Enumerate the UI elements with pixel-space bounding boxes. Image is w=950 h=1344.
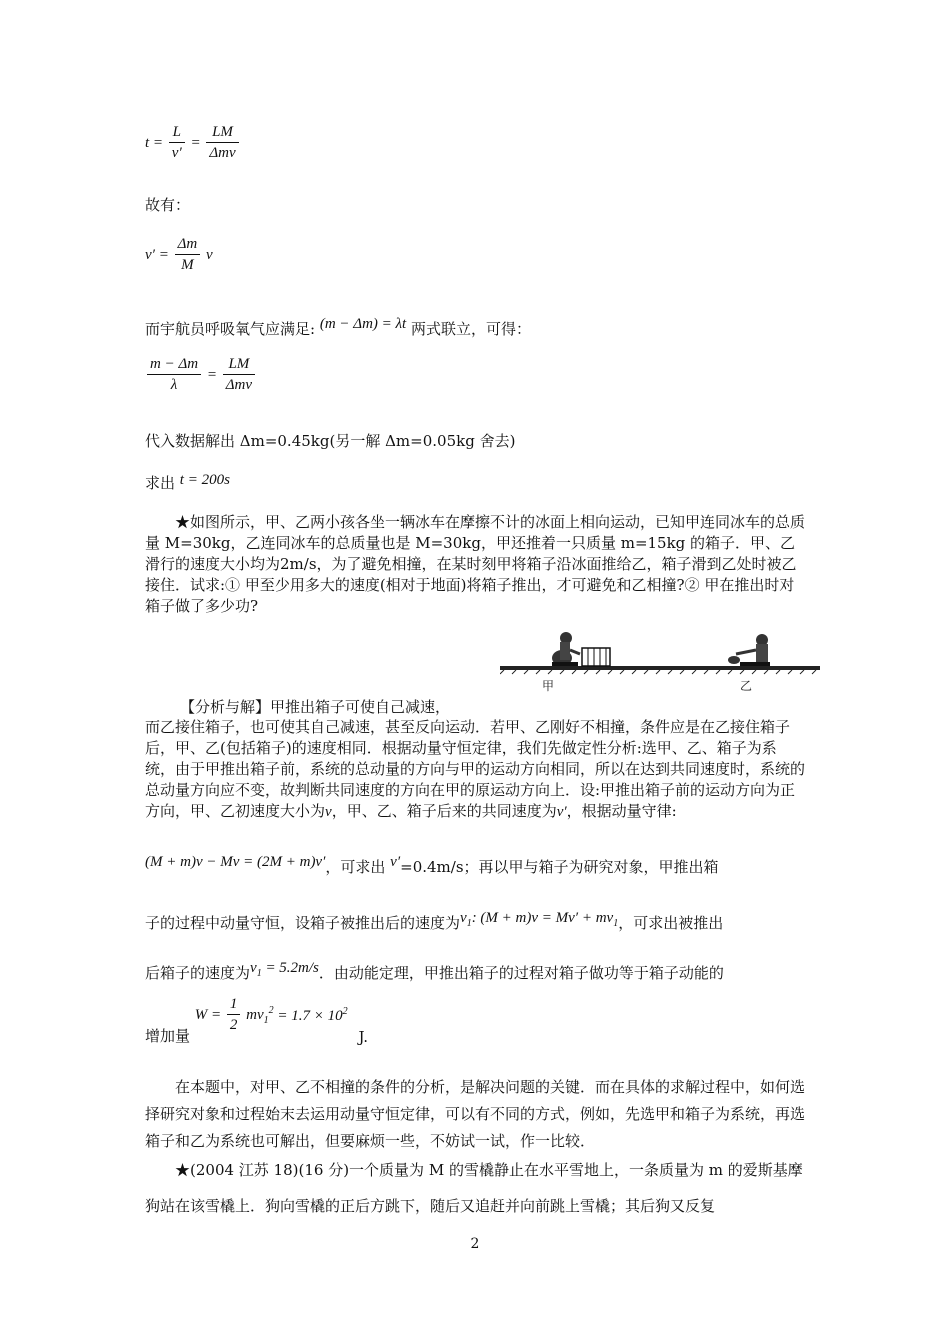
- momentum-1-text-2: =0.4m/s；再以甲与箱子为研究对象，甲推出箱: [400, 858, 719, 876]
- ice-cart-figure: [500, 628, 820, 698]
- analysis-text-mid: ，甲、乙、箱子后来的共同速度为: [331, 802, 557, 820]
- eq1-equals: =: [152, 134, 164, 151]
- analysis-body: [145, 717, 805, 823]
- momentum-3-text-2: ．由动能定理，甲推出箱子的过程对箱子做功等于箱子动能的: [318, 964, 724, 982]
- fraction-m-minus-dm-over-lambda: [147, 356, 201, 394]
- find-t-formula: t = 200s: [179, 472, 230, 488]
- analysis-text-end: ，根据动量守律:: [566, 802, 677, 820]
- eq3-f2-numerator: LM: [223, 356, 255, 375]
- eq1-f2-denominator: Δmv: [209, 145, 236, 161]
- momentum-2-v1-sub: 1: [466, 918, 472, 929]
- momentum-1-vprime: v′: [390, 854, 401, 870]
- momentum-3-v1-sub: 1: [256, 968, 262, 979]
- text-gu-you: 故有：: [145, 196, 191, 214]
- momentum-3-text-1: 后箱子的速度为: [145, 964, 251, 982]
- momentum-3-value: = 5.2m/s: [261, 960, 319, 976]
- work-label: 增加量: [145, 1027, 191, 1045]
- eq2-numerator: Δm: [175, 236, 201, 255]
- eq2-lhs: v′: [145, 246, 155, 263]
- breath-formula: (m − Δm) = λt: [319, 316, 407, 332]
- label-yi: 乙: [740, 679, 753, 693]
- fraction-half: [227, 996, 241, 1034]
- fraction-lm-over-dmv: [206, 124, 238, 162]
- analysis-text: 而乙接住箱子，也可使其自己减速，甚至反向运动．若甲、乙刚好不相撞，条件应是在乙接住箱子后，甲、乙(包括箱子)的速度相同．根据动量守恒定律，我们先做定性分析:选甲、乙、箱子为系统，由于甲推出箱子前，系统的总动量的方向与甲的运动方向相同，所以在达到共同速度时，系统的总动量方向应不变，故判断共同速度的方向在甲的原运动方向上．设:甲推出箱子前的运动方向为正方向，甲、乙初速度大小为: [145, 718, 806, 820]
- eq2-denominator: M: [181, 257, 194, 273]
- momentum-2-formula-sub: 1: [613, 918, 619, 929]
- eq1-f1-numerator: L: [169, 124, 185, 143]
- momentum-line-1: [145, 856, 719, 877]
- problem-1-statement: ★如图所示，甲、乙两小孩各坐一辆冰车在摩擦不计的冰面上相向运动，已知甲连同冰车的总质量 M=30kg，乙连同冰车的总质量也是 M=30kg，甲还推着一只质量 m=15kg 的箱子．甲、乙滑行的速度大小均为2m/s，为了避免相撞，在某时刻甲将箱子沿冰面推给乙，箱子滑到乙处时被乙接住．试求:① 甲至少用多大的速度(相对于地面)将箱子推出，才可避免和乙相撞?② 甲在推出时对箱子做了多少功?: [145, 513, 806, 615]
- momentum-2-v1: v: [460, 910, 467, 926]
- text-find-t: [145, 472, 230, 493]
- eq1-f2-numerator: LM: [206, 124, 238, 143]
- work-mv: mv: [246, 1006, 264, 1023]
- work-line: [145, 996, 369, 1048]
- equation-time: [145, 124, 241, 162]
- text-solve-dm: 代入数据解出 Δm=0.45kg(另一解 Δm=0.05kg 舍去): [145, 432, 516, 450]
- analysis-vprime: v′: [556, 804, 567, 820]
- label-jia: 甲: [542, 679, 555, 693]
- momentum-1-text-1: ，可求出: [325, 858, 386, 876]
- momentum-3-v1: v: [250, 960, 257, 976]
- analysis-heading: 【分析与解】甲推出箱子可使自己减速，: [180, 698, 451, 716]
- work-unit: J.: [358, 1028, 369, 1046]
- equation-vprime: [145, 236, 213, 274]
- find-t-label: 求出: [145, 474, 176, 492]
- text-breath-condition: [145, 318, 531, 339]
- eq1-f1-denominator: v′: [171, 145, 182, 161]
- fraction-lm-over-dmv-2: [223, 356, 255, 394]
- work-half-den: 2: [229, 1017, 238, 1033]
- breath-text-after: 两式联立，可得：: [411, 320, 532, 338]
- eq3-equals: =: [206, 366, 217, 383]
- equation-combined: [145, 356, 257, 394]
- momentum-2-text-2: ，可求出被推出: [618, 914, 724, 932]
- momentum-equation-1: (M + m)v − Mv = (2M + m)v′: [145, 854, 326, 870]
- eq1-lhs: t: [145, 134, 150, 151]
- box: [582, 648, 610, 666]
- work-mv-sub: 1: [263, 1014, 269, 1026]
- momentum-equation-2: : (M + m)v = Mv′ + mv: [471, 910, 614, 926]
- eq3-f2-denominator: Δmv: [225, 377, 253, 393]
- eq3-f1-numerator: m − Δm: [147, 356, 201, 375]
- eq2-equals: =: [158, 246, 169, 263]
- work-equation: [195, 996, 348, 1034]
- work-mv-sup: 2: [268, 1004, 274, 1016]
- eq2-rhs: v: [205, 246, 213, 263]
- child-yi: [728, 634, 770, 666]
- fraction-dm-over-m: [175, 236, 201, 274]
- work-lhs: W =: [194, 1006, 222, 1023]
- conclusion-paragraph: 在本题中，对甲、乙不相撞的条件的分析，是解决问题的关键．而在具体的求解过程中，如何选择研究对象和过程始末去运用动量守恒定律，可以有不同的方式，例如，先选甲和箱子为系统，再选箱子和乙为系统也可解出，但要麻烦一些，不妨试一试，作一比较．: [145, 1078, 806, 1150]
- momentum-line-3: [145, 962, 724, 985]
- breath-text-before: 而宇航员呼吸氧气应满足:: [145, 320, 316, 338]
- work-half-num: 1: [227, 996, 241, 1015]
- eq1-equals-2: =: [190, 134, 201, 151]
- page-number: 2: [470, 1236, 480, 1252]
- child-jia: [552, 632, 580, 666]
- problem-2-statement: ★(2004 江苏 18)(16 分)一个质量为 M 的雪橇静止在水平雪地上，一条质量为 m 的爱斯基摩狗站在该雪橇上．狗向雪橇的正后方跳下，随后又追赶并向前跳上雪橇；其后狗又反复: [145, 1161, 803, 1215]
- fraction-l-over-vprime: [169, 124, 185, 162]
- eq3-f1-denominator: λ: [170, 377, 178, 393]
- work-exponent: 2: [342, 1005, 348, 1017]
- momentum-line-2: [145, 912, 723, 935]
- momentum-2-text-1: 子的过程中动量守恒，设箱子被推出后的速度为: [145, 914, 461, 932]
- analysis-v: v: [325, 804, 332, 820]
- ice-cart-diagram: [500, 628, 820, 698]
- work-rhs: = 1.7 × 10: [277, 1007, 343, 1024]
